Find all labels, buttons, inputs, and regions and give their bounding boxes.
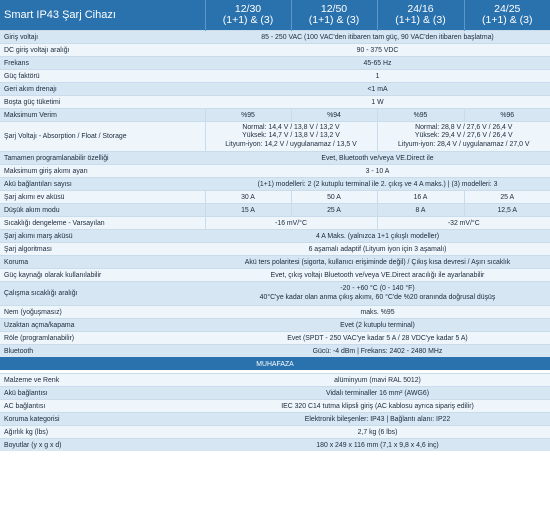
spec-value: maks. %95 <box>205 306 550 319</box>
spec-row <box>0 306 550 319</box>
spec-value: 8 A <box>377 204 464 217</box>
spec-value <box>377 122 550 152</box>
spec-row <box>0 44 550 57</box>
spec-row <box>0 57 550 70</box>
spec-label: Sıcaklığı dengeleme - Varsayılan <box>0 217 205 230</box>
spec-value <box>205 122 377 152</box>
spec-row <box>0 191 550 204</box>
voltage-24v: Normal: 28,8 V / 27,6 V / 26,4 V Yüksek: 29,4 V / 27,6 V / 26,4 V Lityum-iyon: 28,4 V / uygulanamaz / 27,0 V <box>398 123 530 148</box>
spec-label: Maksimum Verim <box>0 109 205 122</box>
spec-row <box>0 122 550 152</box>
spec-label: Koruma <box>0 256 205 269</box>
spec-value: Evet, Bluetooth ve/veya VE.Direct ile <box>205 152 550 165</box>
spec-label: Maksimum giriş akımı ayarı <box>0 165 205 178</box>
spec-label: Tamamen programlanabilir özelliği <box>0 152 205 165</box>
header-row <box>0 0 550 31</box>
spec-row <box>0 319 550 332</box>
spec-value: %95 <box>205 109 291 122</box>
spec-label: Bluetooth <box>0 345 205 358</box>
spec-row <box>0 282 550 306</box>
model-name: 12/50 (1+1) & (3) <box>308 3 360 26</box>
spec-value: 12,5 A <box>464 204 550 217</box>
spec-value: %94 <box>291 109 377 122</box>
spec-row <box>0 413 550 426</box>
spec-label: Şarj akımı ev aküsü <box>0 191 205 204</box>
spec-value: 30 A <box>205 191 291 204</box>
spec-value: 50 A <box>291 191 377 204</box>
operating-temp-text: -20 - +60 °C (0 - 140 °F) 40°C'ye kadar olan anma çıkış akımı, 60 °C'de %20 oranında doğrusal düşüş <box>259 285 496 301</box>
spec-label: Akü bağlantıları sayısı <box>0 178 205 191</box>
model-name: 24/16 (1+1) & (3) <box>395 3 446 26</box>
spec-value: 15 A <box>205 204 291 217</box>
spec-label: AC bağlantısı <box>0 400 205 413</box>
spec-row <box>0 31 550 44</box>
spec-row <box>0 439 550 452</box>
spec-label: Ağırlık kg (lbs) <box>0 426 205 439</box>
spec-value: 2,7 kg (6 lbs) <box>205 426 550 439</box>
spec-label: Şarj algoritması <box>0 243 205 256</box>
spec-label: Nem (yoğuşmasız) <box>0 306 205 319</box>
spec-row <box>0 243 550 256</box>
spec-value: (1+1) modelleri: 2 (2 kutuplu terminal ile 2. çıkış ve 4 A maks.) | (3) modelleri: 3 <box>205 178 550 191</box>
spec-label: Röle (programlanabilir) <box>0 332 205 345</box>
spec-label: Boyutlar (y x g x d) <box>0 439 205 452</box>
spec-value: 90 - 375 VDC <box>205 44 550 57</box>
spec-value: Gücü: -4 dBm | Frekans: 2402 - 2480 MHz <box>205 345 550 358</box>
spec-row <box>0 374 550 387</box>
spec-row <box>0 70 550 83</box>
model-header <box>464 0 550 31</box>
product-title: Smart IP43 Şarj Cihazı <box>0 0 205 31</box>
spec-label: Boşta güç tüketimi <box>0 96 205 109</box>
spec-row <box>0 426 550 439</box>
spec-label: Koruma kategorisi <box>0 413 205 426</box>
spec-label: Şarj Voltajı - Absorption / Float / Storage <box>0 122 205 152</box>
spec-value: %95 <box>377 109 464 122</box>
voltage-12v: Normal: 14,4 V / 13,8 V / 13,2 V Yüksek: 14,7 V / 13,8 V / 13,2 V Lityum-iyon: 14,2 V / uygulanamaz / 13,5 V <box>225 123 357 148</box>
spec-value: -16 mV/°C <box>205 217 377 230</box>
spec-label: Akü bağlantısı <box>0 387 205 400</box>
spec-row <box>0 204 550 217</box>
spec-value: alüminyum (mavi RAL 5012) <box>205 374 550 387</box>
spec-row <box>0 400 550 413</box>
spec-label: Çalışma sıcaklığı aralığı <box>0 282 205 306</box>
spec-value <box>205 282 550 306</box>
spec-value: Elektronik bileşenler: IP43 | Bağlantı alanı: IP22 <box>205 413 550 426</box>
spec-label: Geri akım drenajı <box>0 83 205 96</box>
spec-label: Malzeme ve Renk <box>0 374 205 387</box>
spec-value: 1 <box>205 70 550 83</box>
spec-row <box>0 256 550 269</box>
spec-value: Evet (SPDT - 250 VAC'ye kadar 5 A / 28 VDC'ye kadar 5 A) <box>205 332 550 345</box>
model-name: 12/30 (1+1) & (3) <box>222 3 274 26</box>
spec-value: 1 W <box>205 96 550 109</box>
spec-value: Evet, çıkış voltajı Bluetooth ve/veya VE.Direct aracılığı ile ayarlanabilir <box>205 269 550 282</box>
spec-row <box>0 178 550 191</box>
spec-value: 3 - 10 A <box>205 165 550 178</box>
spec-value: Akü ters polaritesi (sigorta, kullanıcı erişiminde değil) / Çıkış kısa devresi / Aşırı sıcaklık <box>205 256 550 269</box>
spec-value: 16 A <box>377 191 464 204</box>
spec-row <box>0 217 550 230</box>
spec-value: 25 A <box>291 204 377 217</box>
spec-value: Evet (2 kutuplu terminal) <box>205 319 550 332</box>
spec-row <box>0 230 550 243</box>
spec-value: 25 A <box>464 191 550 204</box>
model-name: 24/25 (1+1) & (3) <box>482 3 533 26</box>
spec-row <box>0 165 550 178</box>
spec-value: 4 A Maks. (yalnızca 1+1 çıkışlı modeller) <box>205 230 550 243</box>
spec-row <box>0 109 550 122</box>
spec-label: Uzaktan açma/kapama <box>0 319 205 332</box>
spec-value: IEC 320 C14 tutma klipsli giriş (AC kablosu ayrıca sipariş edilir) <box>205 400 550 413</box>
section-title: MUHAFAZA <box>0 358 550 371</box>
spec-row <box>0 345 550 358</box>
spec-value: <1 mA <box>205 83 550 96</box>
spec-row <box>0 152 550 165</box>
spec-row <box>0 83 550 96</box>
spec-value: 6 aşamalı adaptif (Lityum iyon için 3 aşamalı) <box>205 243 550 256</box>
spec-value: %96 <box>464 109 550 122</box>
spec-label: Düşük akım modu <box>0 204 205 217</box>
spec-row <box>0 387 550 400</box>
model-header <box>291 0 377 31</box>
spec-value: 85 - 250 VAC (100 VAC'den itibaren tam güç, 90 VAC'den itibaren başlatma) <box>205 31 550 44</box>
spec-row <box>0 96 550 109</box>
model-header <box>377 0 464 31</box>
spec-label: Şarj akımı marş aküsü <box>0 230 205 243</box>
spec-label: Güç kaynağı olarak kullanılabilir <box>0 269 205 282</box>
spec-value: 45-65 Hz <box>205 57 550 70</box>
spec-row <box>0 269 550 282</box>
spec-row <box>0 332 550 345</box>
spec-value: -32 mV/°C <box>377 217 550 230</box>
spec-value: Vidalı terminaller 16 mm² (AWG6) <box>205 387 550 400</box>
model-header <box>205 0 291 31</box>
spec-label: Güç faktörü <box>0 70 205 83</box>
spec-label: Giriş voltajı <box>0 31 205 44</box>
spec-value: 180 x 249 x 116 mm (7,1 x 9,8 x 4,6 inç) <box>205 439 550 452</box>
section-header-row <box>0 358 550 371</box>
spec-label: DC giriş voltajı aralığı <box>0 44 205 57</box>
spec-label: Frekans <box>0 57 205 70</box>
